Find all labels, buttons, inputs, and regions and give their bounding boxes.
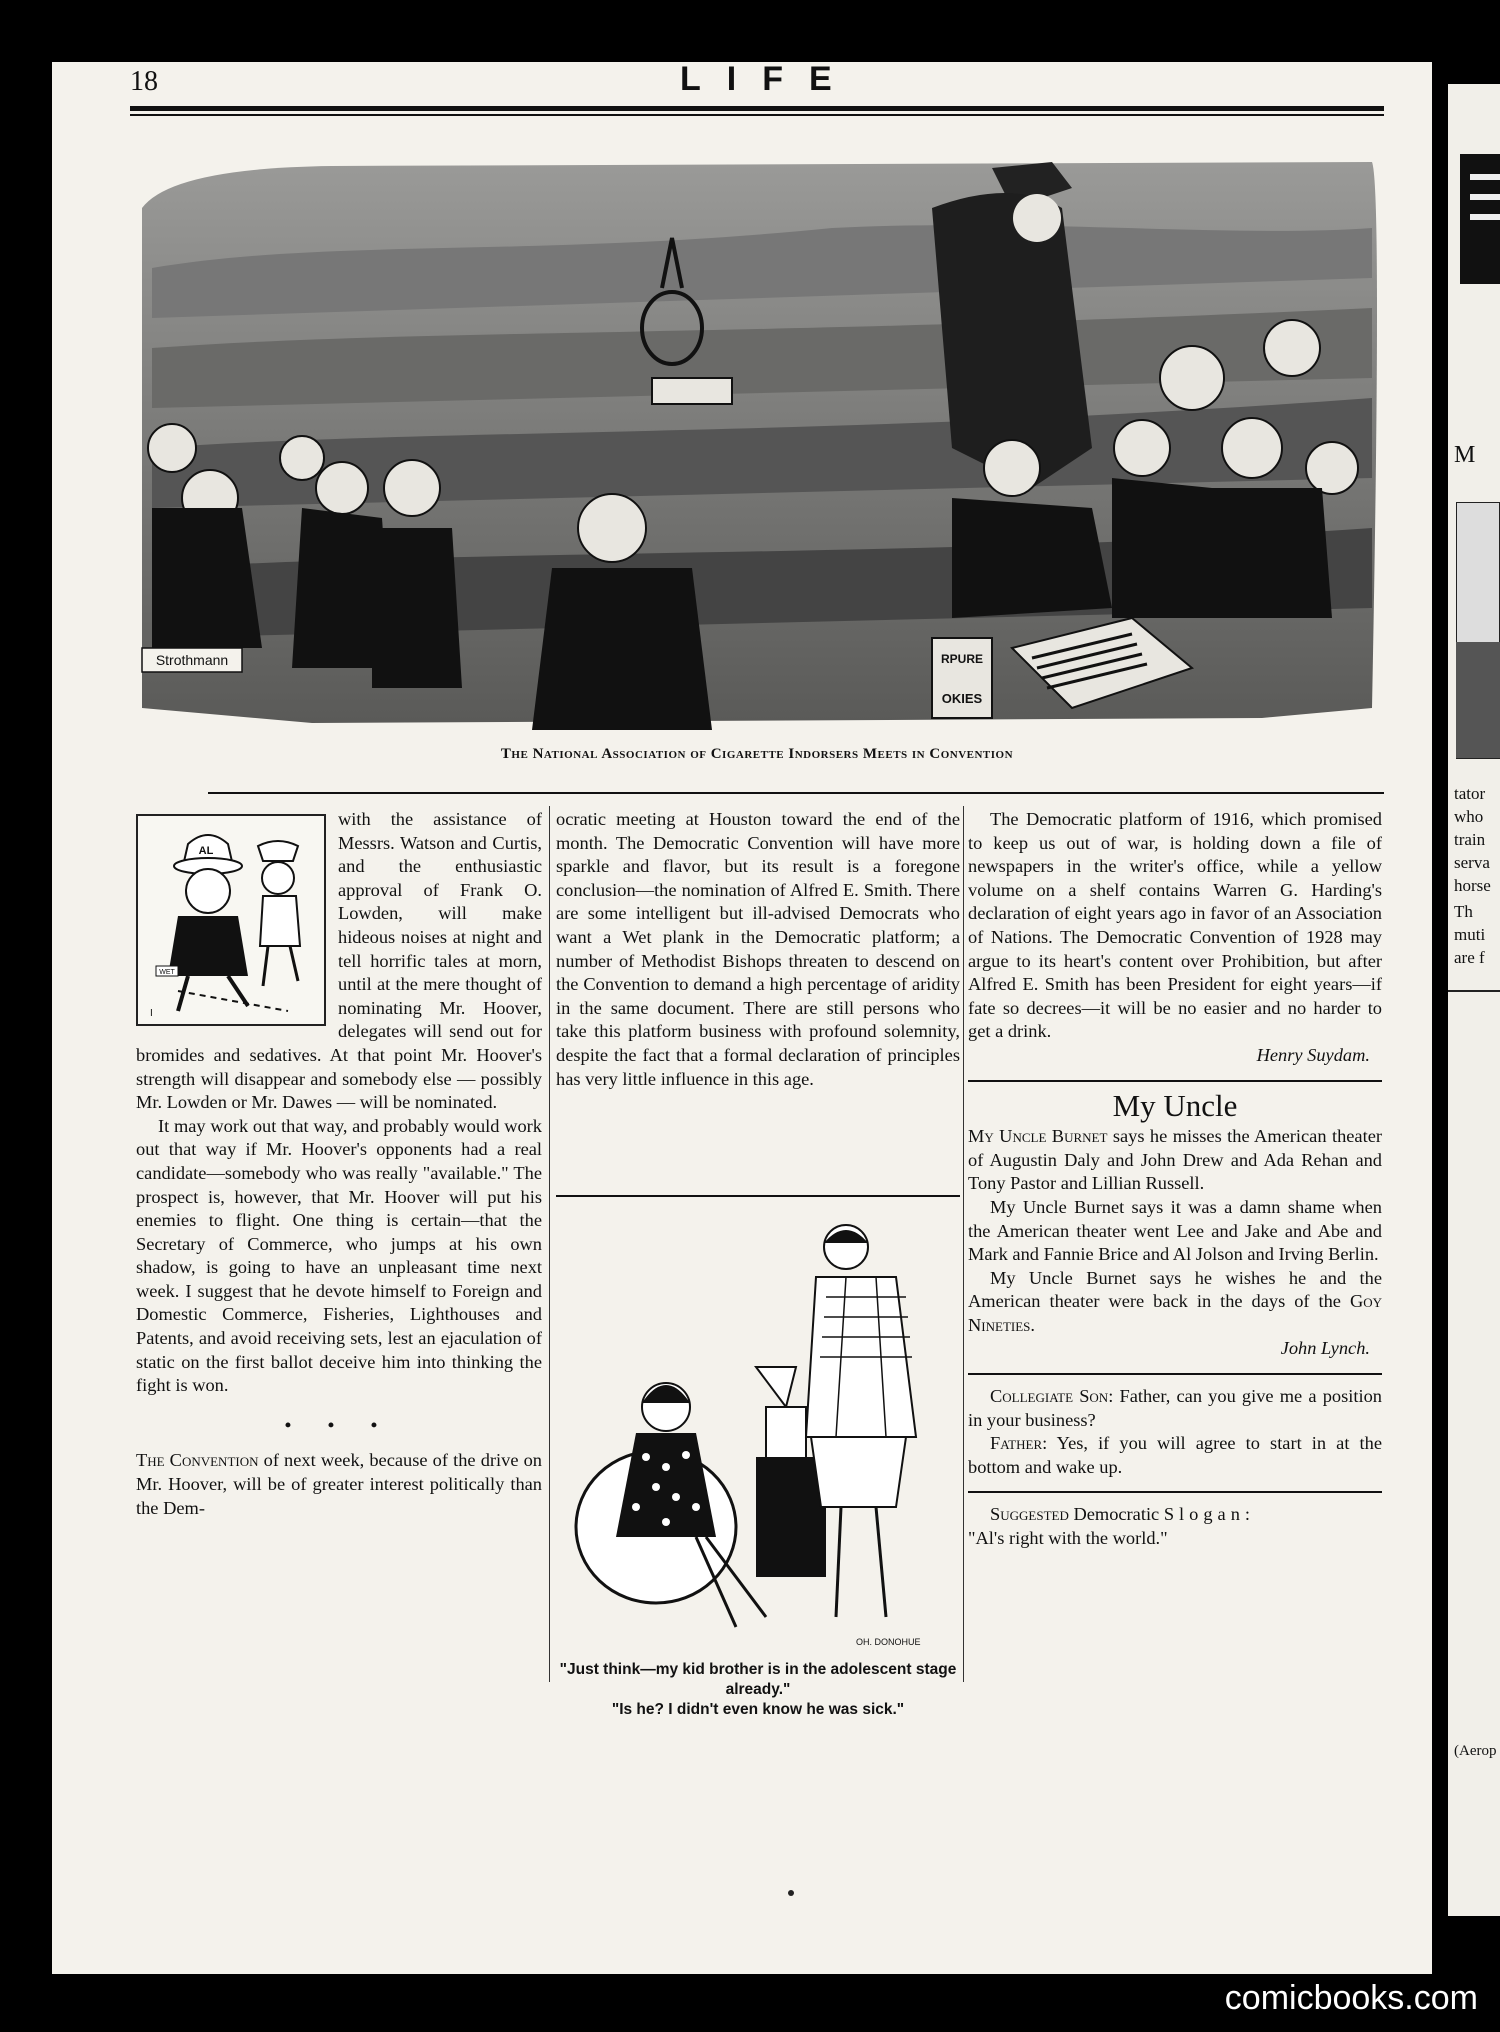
joke-son-line xyxy=(968,1385,1382,1432)
joke-son-label: Collegiate Son: xyxy=(990,1386,1114,1407)
facing-page-line: Th xyxy=(1454,902,1473,921)
facing-page-line: tator xyxy=(1454,784,1486,803)
column3-rule-1 xyxy=(968,1080,1382,1082)
facing-page-rule xyxy=(1448,990,1500,992)
joke-father-label: Father: xyxy=(990,1433,1048,1454)
facing-page-line: muti xyxy=(1454,925,1486,944)
slogan-mid: Democratic xyxy=(1068,1504,1164,1525)
uncle-paragraph-2: My Uncle Burnet says it was a damn shame when the American theater went Lee and Jake and Abe and Mark and Fannie Brice and Al Jolson and Irving Berlin. xyxy=(968,1196,1382,1265)
joke-father-line xyxy=(968,1432,1382,1479)
facing-page-block-art xyxy=(1448,154,1500,354)
slogan-line xyxy=(968,1503,1382,1527)
illustration-caption: The National Association of Cigarette Indorsers Meets in Convention xyxy=(500,746,1014,762)
cartoon-hat-label: AL xyxy=(198,845,214,857)
article-column-1 xyxy=(136,808,542,1520)
print-speck xyxy=(788,1890,794,1896)
slogan-colon: : xyxy=(1244,1504,1251,1525)
column-divider-2 xyxy=(963,806,964,1682)
illustrator-signature: Strothmann xyxy=(155,652,229,668)
section-divider xyxy=(208,792,1384,794)
facing-page-edge xyxy=(1448,84,1500,1916)
facing-page-bottom-text: (Aerop xyxy=(1454,1743,1497,1759)
column-divider-1 xyxy=(549,806,550,1682)
article-column-2 xyxy=(556,808,960,1091)
page-number: 18 xyxy=(130,66,158,97)
facing-page-line: serva xyxy=(1454,853,1490,872)
column1-paragraph-2: It may work out that way, and probably would work out that way if Mr. Hoover's opponents had a real candidate—somebody who was really "available." The prospect is, however, that Mr. Hoover will put his enemies to flight. One thing is certain—that the Secretary of Commerce, who jumps at his own shadow, is going to have an unpleasant time next week. I suggest that he devote himself to Foreign and Domestic Commerce, Fisheries, Lighthouses and Patents, and avoid receiving sets, lest an ejaculation of static on the first ballot deceive him into thinking the fight is won. xyxy=(136,1115,542,1396)
flapper-cartoon-signature: OH. DONOHUE xyxy=(856,1637,921,1647)
magazine-title: LIFE xyxy=(680,60,858,98)
flapper-cartoon xyxy=(556,1207,960,1653)
article-column-3 xyxy=(968,808,1382,1551)
can-label-bottom: OKIES xyxy=(941,691,983,706)
byline-henry-suydam: Henry Suydam. xyxy=(1256,1044,1370,1065)
header-rule-thin xyxy=(130,114,1384,116)
facing-page-line: who xyxy=(1454,807,1484,826)
column1-paragraph-3 xyxy=(136,1449,542,1520)
goy-nineties: Goy Nineties xyxy=(968,1291,1382,1335)
column2-paragraph-1: ocratic meeting at Houston toward the end of the month. The Democratic Convention will have more sparkle and flavor, but its result is a foregone conclusion—the nomination of Alfred E. Smith. There are some intelligent but ill-advised Democrats who want a Wet plank in the Democratic platform; a number of Methodist Bishops threaten to descend on the Convention to demand a high percentage of aridity in the same document. There are still persons who take this platform business with profound solemnity, despite the fact that a formal declaration of principles has very little influence in this age. xyxy=(556,809,960,1089)
my-uncle-heading: My Uncle xyxy=(1112,1087,1238,1123)
uncle-paragraph-3-text: My Uncle Burnet says he wishes he and the American theater were back in the days of the xyxy=(968,1267,1382,1312)
uncle-paragraph-1-text: says he misses the American theater of Augustin Daly and John Drew and Ada Rehan and Tony Pastor and Lillian Russell. xyxy=(968,1126,1382,1194)
uncle-lead: My Uncle Burnet xyxy=(968,1126,1108,1147)
column1-paragraph-3-text: of next week, because of the drive on Mr. Hoover, will be of greater interest politically than the Dem- xyxy=(136,1450,543,1518)
flapper-cartoon-caption xyxy=(556,1660,960,1720)
convention-lead: The Convention xyxy=(136,1450,259,1471)
watermark: comicbooks.com xyxy=(1224,1979,1478,2017)
slogan-lead: Suggested xyxy=(990,1504,1069,1525)
cartoon-label-2: WET xyxy=(159,969,175,976)
column3-rule-3 xyxy=(968,1491,1382,1493)
facing-page-line: horse xyxy=(1454,876,1491,895)
byline-john-lynch: John Lynch. xyxy=(1280,1338,1370,1359)
slogan-word: Slogan xyxy=(1163,1504,1245,1525)
slogan-text: "Al's right with the world." xyxy=(968,1528,1168,1549)
column3-rule-2 xyxy=(968,1373,1382,1375)
uncle-paragraph-1 xyxy=(968,1125,1382,1196)
column1-paragraph-1 xyxy=(136,808,542,1115)
can-label-top: RPURE xyxy=(940,652,984,666)
facing-page-letter: M xyxy=(1454,442,1476,468)
al-smith-cartoon xyxy=(136,814,326,1026)
caption-line-1: "Just think—my kid brother is in the adolescent stage already." xyxy=(559,1661,957,1698)
joke-father-text: Yes, if you will agree to start in at the bottom and wake up. xyxy=(968,1433,1382,1477)
uncle-paragraph-3 xyxy=(968,1267,1382,1338)
header-rule xyxy=(130,106,1384,111)
facing-page-line: are f xyxy=(1454,948,1485,967)
joke-son-text: Father, can you give me a position in your business? xyxy=(968,1386,1382,1430)
facing-page-line: train xyxy=(1454,830,1486,849)
caption-line-2: "Is he? I didn't even know he was sick." xyxy=(611,1701,905,1718)
convention-illustration xyxy=(132,148,1382,730)
column1-paragraph-1-text: with the assistance of Messrs. Watson and Curtis, and the enthusiastic approval of Frank O. Lowden, will make hideous noises at night and tell horrific tales at morn, until at the mere thought of nominating Mr. Hoover, delegates will send out for bromides and sedatives. At that point Mr. Hoover's strength will disappear and somebody else — possibly Mr. Lowden or Mr. Dawes — will be nominated. xyxy=(136,809,542,1113)
section-break-dots: • • • xyxy=(284,1414,394,1435)
uncle-paragraph-3-end: . xyxy=(1030,1314,1035,1335)
cartoon-mark: I xyxy=(150,1008,153,1019)
column2-rule xyxy=(556,1195,960,1197)
facing-page-image xyxy=(1456,502,1500,762)
column3-paragraph-1: The Democratic platform of 1916, which promised to keep us out of war, is holding down a file of newspapers in the writer's office, while a yellow volume on a shelf contains Warren G. Harding's declaration of eight years ago in favor of an Association of Nations. The Democratic Convention of 1928 may argue to its heart's content over Prohibition, but after Alfred E. Smith has been President for eight years—if fate so decrees—it will be no easier and no harder to get a drink. xyxy=(968,809,1382,1042)
